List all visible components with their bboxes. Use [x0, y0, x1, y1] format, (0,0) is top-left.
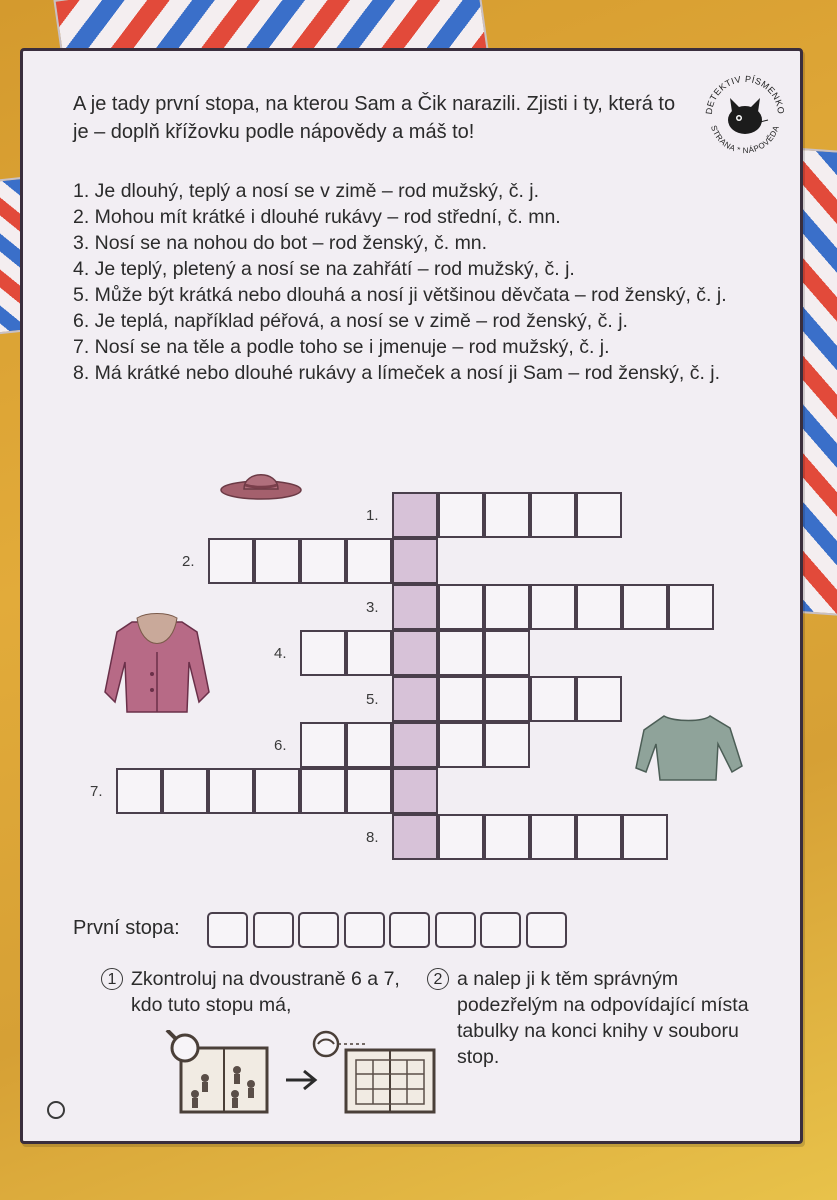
crossword-row-number: 3. [366, 599, 379, 616]
crossword-cell[interactable] [530, 676, 576, 722]
crossword-cell[interactable] [484, 584, 530, 630]
crossword-cell-solution[interactable] [392, 768, 438, 814]
crossword-cell[interactable] [484, 814, 530, 860]
crossword-row-number: 1. [366, 507, 379, 524]
hat-icon [220, 462, 302, 502]
crossword-cell[interactable] [484, 722, 530, 768]
clue-item: 4. Je teplý, pletený a nosí se na zahřátí – rod mužský, č. j. [73, 258, 575, 280]
clue-list [73, 178, 753, 386]
crossword-cell-solution[interactable] [392, 676, 438, 722]
crossword-row-number: 6. [274, 737, 287, 754]
crossword-cell[interactable] [530, 492, 576, 538]
crossword-cell[interactable] [346, 538, 392, 584]
crossword-row-number: 4. [274, 645, 287, 662]
crossword-cell[interactable] [576, 492, 622, 538]
crossword-row-number: 7. [90, 783, 103, 800]
crossword-cell[interactable] [346, 630, 392, 676]
crossword-row-number: 2. [182, 553, 195, 570]
crossword-cell-solution[interactable] [392, 814, 438, 860]
answer-letter-box[interactable] [389, 912, 430, 948]
crossword-cell[interactable] [576, 814, 622, 860]
crossword-cell[interactable] [622, 584, 668, 630]
clue-item: 2. Mohou mít krátké i dlouhé rukávy – rod střední, č. mn. [73, 206, 561, 228]
crossword-cell[interactable] [438, 814, 484, 860]
crossword-cell[interactable] [116, 768, 162, 814]
step-number: 1 [101, 968, 123, 990]
crossword-cell[interactable] [484, 676, 530, 722]
answer-label: První stopa: [73, 917, 180, 939]
crossword-cell[interactable] [576, 584, 622, 630]
crossword-cell[interactable] [300, 722, 346, 768]
crossword-cell[interactable] [300, 538, 346, 584]
page-marker [47, 1101, 65, 1119]
crossword-cell[interactable] [622, 814, 668, 860]
crossword-cell-solution[interactable] [392, 584, 438, 630]
crossword-cell[interactable] [162, 768, 208, 814]
answer-letter-box[interactable] [435, 912, 476, 948]
clue-item: 5. Může být krátká nebo dlouhá a nosí ji většinou děvčata – rod ženský, č. j. [73, 284, 727, 306]
crossword-cell[interactable] [254, 768, 300, 814]
clue-item: 6. Je teplá, například péřová, a nosí se v zimě – rod ženský, č. j. [73, 310, 628, 332]
crossword-cell[interactable] [438, 722, 484, 768]
step-number: 2 [427, 968, 449, 990]
clue-item: 1. Je dlouhý, teplý a nosí se v zimě – rod mužský, č. j. [73, 180, 540, 202]
stamp-top-text: DETEKTIV PÍSMENKO [703, 73, 787, 115]
step-text: a nalep ji k těm správným podezřelým na odpovídající místa tabulky na konci knihy v souboru stop. [457, 968, 749, 1068]
crossword-row-number: 5. [366, 691, 379, 708]
crossword-cell[interactable] [576, 676, 622, 722]
crossword-cell-solution[interactable] [392, 722, 438, 768]
crossword-cell[interactable] [300, 630, 346, 676]
detektiv-pismenko-stamp [700, 70, 790, 160]
clue-item: 3. Nosí se na nohou do bot – rod ženský, č. mn. [73, 232, 488, 254]
crossword-cell[interactable] [438, 492, 484, 538]
crossword-cell-solution[interactable] [392, 538, 438, 584]
answer-letter-box[interactable] [253, 912, 294, 948]
crossword-row-number: 8. [366, 829, 379, 846]
clue-item: 8. Má krátké nebo dlouhé rukávy a límeček a nosí ji Sam – rod ženský, č. j. [73, 362, 721, 384]
crossword-cell[interactable] [484, 492, 530, 538]
crossword-cell[interactable] [346, 768, 392, 814]
crossword-cell-solution[interactable] [392, 492, 438, 538]
answer-letter-box[interactable] [480, 912, 521, 948]
step-text: Zkontroluj na dvoustraně 6 a 7, kdo tuto stopu má, [131, 968, 400, 1016]
crossword-cell[interactable] [438, 630, 484, 676]
answer-letter-box[interactable] [207, 912, 248, 948]
clue-table-book-icon [310, 1030, 438, 1115]
answer-letter-box[interactable] [298, 912, 339, 948]
sweater-icon [634, 710, 746, 782]
crossword-cell[interactable] [668, 584, 714, 630]
answer-letter-box[interactable] [344, 912, 385, 948]
crossword-cell[interactable] [346, 722, 392, 768]
cat-icon [728, 98, 768, 134]
crossword-cell-solution[interactable] [392, 630, 438, 676]
suspects-book-icon [165, 1030, 270, 1115]
crossword-cell[interactable] [438, 584, 484, 630]
intro-text: A je tady první stopa, na kterou Sam a Čik narazili. Zjisti i ty, která to je – doplň křížovku podle nápovědy a máš to! [73, 93, 676, 143]
crossword-cell[interactable] [530, 584, 576, 630]
crossword-cell[interactable] [530, 814, 576, 860]
crossword-cell[interactable] [484, 630, 530, 676]
crossword-cell[interactable] [300, 768, 346, 814]
clue-item: 7. Nosí se na těle a podle toho se i jmenuje – rod mužský, č. j. [73, 336, 610, 358]
jacket-icon [97, 612, 217, 714]
crossword-cell[interactable] [208, 768, 254, 814]
crossword-cell[interactable] [438, 676, 484, 722]
answer-letter-box[interactable] [526, 912, 567, 948]
stamp-bottom-text: STRANA * NÁPOVĚDA [709, 124, 781, 156]
crossword-cell[interactable] [254, 538, 300, 584]
crossword-cell[interactable] [208, 538, 254, 584]
